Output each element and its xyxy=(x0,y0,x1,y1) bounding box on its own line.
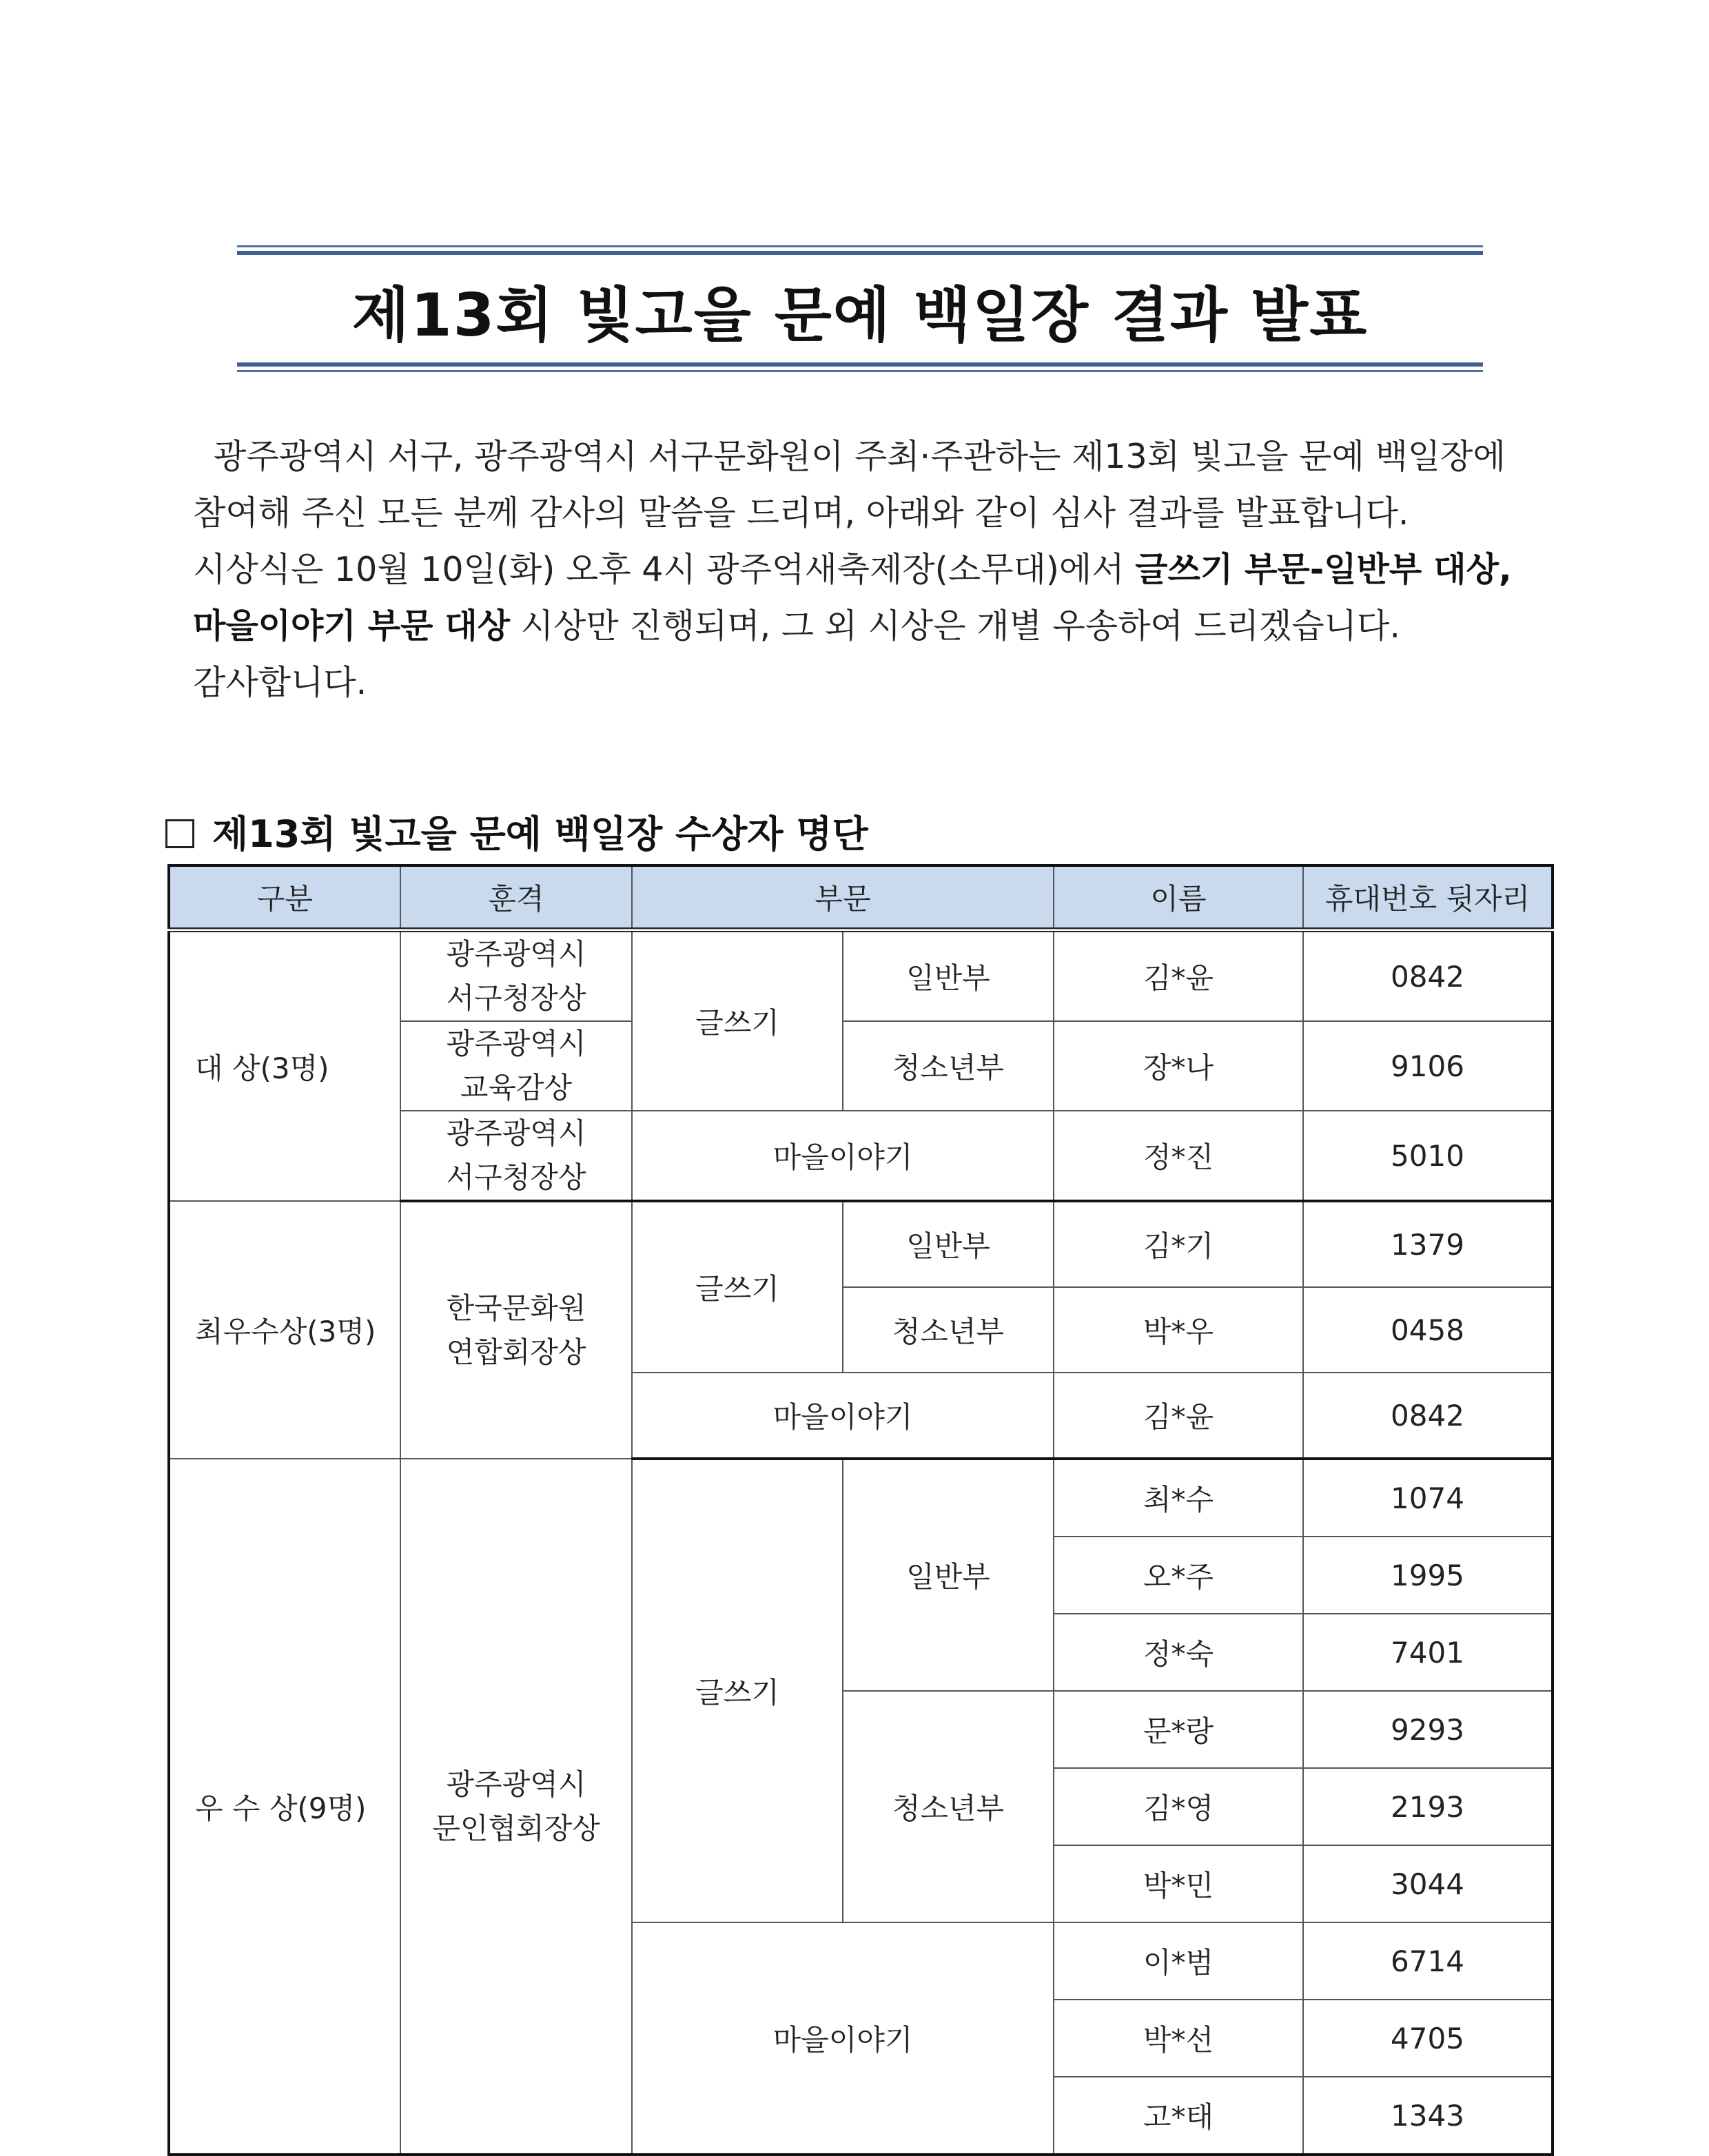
intro-emphasis: 글쓰기 부문-일반부 대상, xyxy=(1135,550,1512,589)
winners-table xyxy=(167,864,1554,2156)
intro-line: 마을이야기 부문 대상 시상만 진행되며, 그 외 시상은 개별 우송하여 드리겠습니다. xyxy=(193,606,1400,646)
header-award: 훈격 xyxy=(400,865,632,930)
category-woosu: 우 수 상(9명) xyxy=(169,1459,400,2155)
winner-name: 문*랑 xyxy=(1054,1691,1303,1768)
winner-phone: 1379 xyxy=(1303,1201,1553,1287)
winner-name: 김*영 xyxy=(1054,1768,1303,1845)
page-title: 제13회 빛고을 문예 백일장 결과 발표 xyxy=(351,281,1369,350)
winner-phone: 6714 xyxy=(1303,1922,1553,2000)
intro-line: 참여해 주신 모든 분께 감사의 말씀을 드리며, 아래와 같이 심사 결과를 발표합니다. xyxy=(193,493,1409,533)
division-writing: 글쓰기 xyxy=(632,1201,843,1373)
winner-phone: 5010 xyxy=(1303,1111,1553,1201)
division-village: 마을이야기 xyxy=(632,1922,1054,2155)
division-youth: 청소년부 xyxy=(843,1287,1054,1373)
division-general: 일반부 xyxy=(843,1459,1054,1691)
winner-name: 김*윤 xyxy=(1054,930,1303,1022)
table-row xyxy=(169,930,1553,1022)
category-daesang: 대 상(3명) xyxy=(169,930,400,1202)
winner-name: 정*숙 xyxy=(1054,1614,1303,1691)
division-general: 일반부 xyxy=(843,930,1054,1022)
checkbox-square-icon xyxy=(165,819,194,848)
table-header-row xyxy=(169,865,1553,930)
winner-phone: 1074 xyxy=(1303,1459,1553,1537)
header-division: 부문 xyxy=(632,865,1054,930)
winner-name: 정*진 xyxy=(1054,1111,1303,1201)
winner-phone: 3044 xyxy=(1303,1845,1553,1922)
division-youth: 청소년부 xyxy=(843,1691,1054,1922)
intro-line: 감사합니다. xyxy=(193,663,367,702)
award-cell: 광주광역시 교육감상 xyxy=(400,1021,632,1111)
award-cell: 광주광역시 서구청장상 xyxy=(400,1111,632,1201)
award-cell: 한국문화원 연합회장상 xyxy=(400,1201,632,1459)
intro-line: 시상식은 10월 10일(화) 오후 4시 광주억새축제장(소무대)에서 글쓰기 부문-일반부 대상, xyxy=(193,550,1512,589)
winner-phone: 0842 xyxy=(1303,930,1553,1022)
winner-name: 오*주 xyxy=(1054,1537,1303,1614)
intro-emphasis: 마을이야기 부문 대상 xyxy=(193,606,511,646)
winner-phone: 0458 xyxy=(1303,1287,1553,1373)
category-choiwoosu: 최우수상(3명) xyxy=(169,1201,400,1459)
title-top-rule xyxy=(237,245,1483,255)
table-row xyxy=(169,1459,1553,1537)
winner-name: 장*나 xyxy=(1054,1021,1303,1111)
winner-name: 김*윤 xyxy=(1054,1373,1303,1459)
winner-phone: 4705 xyxy=(1303,2000,1553,2077)
intro-line: 광주광역시 서구, 광주광역시 서구문화원이 주최·주관하는 제13회 빛고을 문예 백일장에 xyxy=(214,437,1506,476)
division-general: 일반부 xyxy=(843,1201,1054,1287)
winner-name: 김*기 xyxy=(1054,1201,1303,1287)
division-youth: 청소년부 xyxy=(843,1021,1054,1111)
winner-phone: 2193 xyxy=(1303,1768,1553,1845)
header-phone: 휴대번호 뒷자리 xyxy=(1303,865,1553,930)
winner-phone: 0842 xyxy=(1303,1373,1553,1459)
winner-name: 최*수 xyxy=(1054,1459,1303,1537)
section-title: 제13회 빛고을 문예 백일장 수상자 명단 xyxy=(165,805,868,858)
winner-name: 박*선 xyxy=(1054,2000,1303,2077)
winner-phone: 1343 xyxy=(1303,2077,1553,2155)
division-writing: 글쓰기 xyxy=(632,930,843,1111)
winner-name: 박*우 xyxy=(1054,1287,1303,1373)
intro-paragraph xyxy=(193,429,1530,711)
winner-name: 박*민 xyxy=(1054,1845,1303,1922)
award-cell: 광주광역시 문인협회장상 xyxy=(400,1459,632,2155)
division-village: 마을이야기 xyxy=(632,1373,1054,1459)
division-village: 마을이야기 xyxy=(632,1111,1054,1201)
header-category: 구분 xyxy=(169,865,400,930)
table-row xyxy=(169,1201,1553,1287)
award-cell: 광주광역시 서구청장상 xyxy=(400,930,632,1022)
winner-phone: 1995 xyxy=(1303,1537,1553,1614)
winner-phone: 9106 xyxy=(1303,1021,1553,1111)
winner-phone: 9293 xyxy=(1303,1691,1553,1768)
winner-name: 고*태 xyxy=(1054,2077,1303,2155)
winner-phone: 7401 xyxy=(1303,1614,1553,1691)
title-bottom-rule xyxy=(237,362,1483,372)
header-name: 이름 xyxy=(1054,865,1303,930)
division-writing: 글쓰기 xyxy=(632,1459,843,1922)
winner-name: 이*범 xyxy=(1054,1922,1303,2000)
